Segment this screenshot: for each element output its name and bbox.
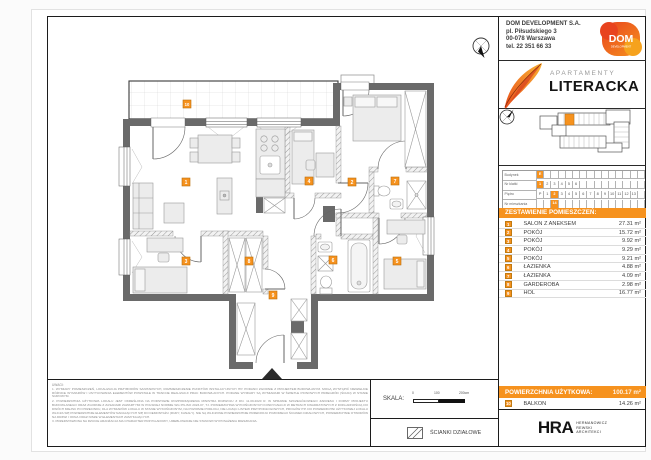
room-number-badge: 2 [505, 229, 512, 236]
svg-text:8: 8 [247, 258, 251, 265]
room-number-badge: 1 [505, 221, 512, 228]
location-cell: 10 [609, 191, 616, 199]
brand-label: APARTAMENTY [550, 70, 616, 77]
room4-furniture [292, 130, 334, 184]
location-cell [587, 181, 594, 189]
location-cell: 3 [551, 181, 558, 189]
bottom-band [48, 379, 498, 446]
location-cell [595, 181, 602, 189]
room-area: 27.31 m² [618, 220, 641, 227]
balcony-badge: 10 [506, 401, 511, 407]
entrance-arrow-icon [262, 368, 282, 379]
svg-text:3: 3 [184, 258, 188, 265]
location-cell: 5 [573, 191, 580, 199]
dom-development-logo-icon [599, 19, 643, 61]
location-cell [616, 181, 623, 189]
room-row [499, 281, 646, 290]
room-number-badge: 9 [505, 290, 512, 297]
architect-section [499, 410, 646, 446]
room-area: 9.21 m² [622, 255, 641, 262]
room-row [499, 263, 646, 272]
scale-segment-white [413, 399, 439, 403]
room-row [499, 272, 646, 281]
highlighted-unit [565, 114, 574, 125]
furniture [133, 91, 426, 359]
drawing-page [31, 9, 646, 452]
room2-furniture [344, 91, 426, 167]
location-cell: 4 [566, 191, 573, 199]
location-row-label: Nr klatki [503, 181, 537, 191]
room-area: 4.09 m² [622, 272, 641, 279]
building-footprint [540, 110, 630, 152]
location-cell [631, 181, 638, 189]
location-cell [623, 181, 630, 189]
location-cell: 12 [623, 191, 630, 199]
room-row [499, 220, 646, 229]
room-name: HOL [523, 290, 536, 297]
location-cell: 6 [573, 181, 580, 189]
location-cell [609, 181, 616, 189]
room-name: POKÓJ [523, 255, 543, 262]
room-row [499, 290, 646, 299]
location-cell: 8 [595, 191, 602, 199]
location-cell: 6 [580, 191, 587, 199]
room-row [499, 246, 646, 255]
architect-name [576, 421, 607, 435]
north-compass-icon [473, 38, 489, 58]
location-cell: 14 [551, 200, 558, 208]
info-panel [498, 17, 646, 446]
svg-text:7: 7 [393, 178, 397, 185]
room-name: POKÓJ [523, 238, 543, 245]
location-cell [638, 181, 645, 189]
location-cell: 1 [544, 191, 551, 199]
architect-line: HERMANOWICZ [576, 421, 608, 426]
svg-text:6: 6 [331, 257, 335, 264]
architect-line: REWSKI [576, 425, 593, 430]
location-cell [631, 171, 638, 179]
location-cell: 2 [544, 181, 551, 189]
room-name: POKÓJ [523, 246, 543, 253]
svg-text:5: 5 [395, 258, 399, 265]
siteplan-section [499, 109, 646, 166]
location-cell [573, 171, 580, 179]
balcony-row [499, 398, 646, 409]
note-item: 1. WYMIARY POMIESZCZEŃ, LOKALIZACJA PRZYBORÓW SANITARNYCH, ROZMIESZCZENIE PUNKTÓW INSTALACYJNYCH ITP. PODANO ZGODNIE Z PROJEKTEM BUDOWLANYM. MOGĄ WYSTĄPIĆ NIEWIELKIE RÓŻNICE WYMIARÓW I USYTUOWANIA ELEMENTÓW POWSTAŁE W TRAKCIE REALIZACJI PRAC BUDOWLANYCH. PODANE WYMIARY SĄ WYMIARAMI W ŚWIETLE PIONOWYCH PRZEGRÓD (ŚCIAN) W STANIE SUROWYM. [52, 386, 368, 399]
bathroom6-fixtures [318, 240, 370, 294]
note-item: 3. PRZEDSTAWIONA NA RZUCIE ARANŻACJA MA CHARAKTER PRZYKŁADOWY, UMEBLOWANIE NIE STANOWI WYPOSAŻENIA MIESZKANIA. [52, 419, 258, 424]
location-cell: 3 [559, 191, 566, 199]
location-cell [544, 171, 551, 179]
room-row [499, 255, 646, 264]
room-area: 16.77 m² [618, 290, 641, 297]
siteplan-compass-icon [500, 110, 514, 125]
location-cell [580, 181, 587, 189]
location-cell [551, 171, 558, 179]
room-number-badge: 3 [505, 238, 512, 245]
room-name: SALON Z ANEKSEM [523, 220, 577, 227]
room-row [499, 229, 646, 238]
room-row [499, 237, 646, 246]
location-cell [623, 171, 630, 179]
balcony-name: BALKON [523, 400, 547, 407]
brand-section [499, 61, 646, 109]
room-name: GARDEROBA [523, 281, 560, 288]
svg-text:4: 4 [307, 178, 311, 185]
svg-text:DEVELOPMENT: DEVELOPMENT [610, 45, 632, 49]
location-cell [587, 171, 594, 179]
location-cell [638, 171, 645, 179]
room-area: 2.98 m² [622, 281, 641, 288]
location-cell [602, 171, 609, 179]
location-cell [559, 171, 566, 179]
location-cell: 9 [602, 191, 609, 199]
brand-name: LITERACKA [549, 78, 640, 95]
room-area: 15.72 m² [618, 229, 641, 236]
developer-address: pl. Piłsudskiego 3 [506, 28, 557, 35]
location-cell [580, 171, 587, 179]
location-cell: 1 [537, 181, 544, 189]
developer-name: DOM DEVELOPMENT S.A. [506, 21, 581, 27]
total-area-label: POWIERZCHNIA UŻYTKOWA: [505, 388, 593, 396]
room-name: POKÓJ [523, 229, 543, 236]
rooms-header: ZESTAWIENIE POMIESZCZEŃ: [499, 208, 646, 218]
location-cell: P [537, 191, 544, 199]
architect-logo: HRA [537, 418, 574, 437]
notes-block [52, 383, 368, 424]
room-area: 9.92 m² [622, 238, 641, 245]
svg-text:DOM: DOM [608, 33, 634, 45]
balcony-row-section [499, 398, 646, 410]
scale-tick: 100 [434, 391, 440, 395]
floor-plan [48, 17, 498, 379]
legend-section [371, 419, 498, 447]
developer-info [499, 17, 646, 61]
location-cell [616, 171, 623, 179]
scale-section [371, 380, 498, 419]
room-name: ŁAZIENKA [523, 264, 551, 271]
location-cell [595, 171, 602, 179]
room5-furniture [384, 220, 426, 289]
legend-label: ŚCIANKI DZIAŁOWE [430, 430, 482, 436]
location-row-label: Budynek [503, 171, 537, 181]
room-area: 4.88 m² [622, 264, 641, 271]
feather-logo-icon [499, 61, 549, 109]
total-area-value: 100.17 m² [612, 388, 641, 396]
svg-text:9: 9 [271, 292, 275, 299]
scale-segment-black [439, 399, 465, 403]
balcony-area: 14.26 m² [618, 400, 641, 407]
location-cell: 13 [631, 191, 638, 199]
note-item: 2. POWIERZCHNIA UŻYTKOWA LOKALU JEST OKREŚLONA NA PODSTAWIE ROZPORZĄDZENIA MINISTRA ROZWOJU Z DN. 11.09.2020 R. W SPRAWIE SZCZEGÓŁOWEGO ZAKRESU I FORMY PROJEKTU BUDOWLANEGO ORAZ ZGODNIE Z ZASADAMI ZAWARTYMI W POLSKIEJ NORMIE WG PN-ISO 2023-07, TJ. POWIERZCHNIA WYKOŃCZONYCH KONDYGNACJI W METRACH KWADRATOWYCH Z DOKŁADNOŚCIĄ DO DWÓCH MIEJSC PO PRZECINKU, DLA WYMIARÓW LOKALU W STANIE WYKOŃCZONYM, NA POZIOMIE PODŁOGI, NIE LICZĄC LISTEW PRZYPODŁOGOWYCH, PROGÓW ITP. DO POWIERZCHNI UŻYTKOWEJ LOKALU WLICZA SIĘ POWIERZCHNIE ELEMENTÓW NADAJĄCYCH SIĘ DO DEMONTAŻU (RURY, KANAŁY). NIE SĄ WLICZONE POWIERZCHNIE PRZEKROJU POZIOMEGO ŚCIANEK DZIAŁOWYCH, POWIERZCHNIE OTWORÓW NA DRZWI I OKNA ORAZ NISZE W ELEMENTACH ZAMYKAJĄCYCH. [52, 398, 368, 419]
notes-title: UWAGI: [52, 383, 64, 387]
scale-tick: 0 [412, 391, 414, 395]
location-cell: E [537, 171, 544, 179]
location-cell [566, 171, 573, 179]
svg-text:10: 10 [184, 101, 190, 107]
location-cell: 2 [551, 191, 558, 199]
developer-phone: tel. 22 351 66 33 [506, 43, 552, 50]
total-area-bar [499, 386, 646, 398]
architect-line: ARCHITEKCI [576, 430, 601, 435]
location-cell [609, 171, 616, 179]
room-number-badge: 4 [505, 247, 512, 254]
location-cell: 7 [587, 191, 594, 199]
developer-address: 00-078 Warszawa [506, 36, 556, 43]
location-cell: 4 [559, 181, 566, 189]
room-name: ŁAZIENKA [523, 272, 551, 279]
rooms-table [499, 220, 646, 298]
location-cell: 11 [616, 191, 623, 199]
room-area: 9.29 m² [622, 246, 641, 253]
scale-tick: 200cm [459, 391, 470, 395]
room-number-badge: 8 [505, 281, 512, 288]
bathroom7-fixtures [374, 178, 426, 209]
siteplan-map [499, 109, 647, 166]
partition-hatch-icon [407, 427, 423, 439]
drawing-frame [47, 16, 646, 447]
location-cell: 5 [566, 181, 573, 189]
location-table [502, 170, 645, 210]
location-cell [638, 191, 645, 199]
svg-text:1: 1 [184, 179, 188, 186]
svg-text:2: 2 [350, 179, 354, 186]
location-cell [602, 181, 609, 189]
scale-bar [411, 391, 483, 407]
location-row-label: Nr mieszkania [503, 200, 537, 210]
scale-label: SKALA: [383, 396, 405, 402]
room3-furniture [133, 238, 187, 293]
room-number-badge: 5 [505, 255, 512, 262]
room-number-badge: 7 [505, 273, 512, 280]
room-number-badge: 6 [505, 264, 512, 271]
location-row-label: Piętro [503, 191, 537, 201]
